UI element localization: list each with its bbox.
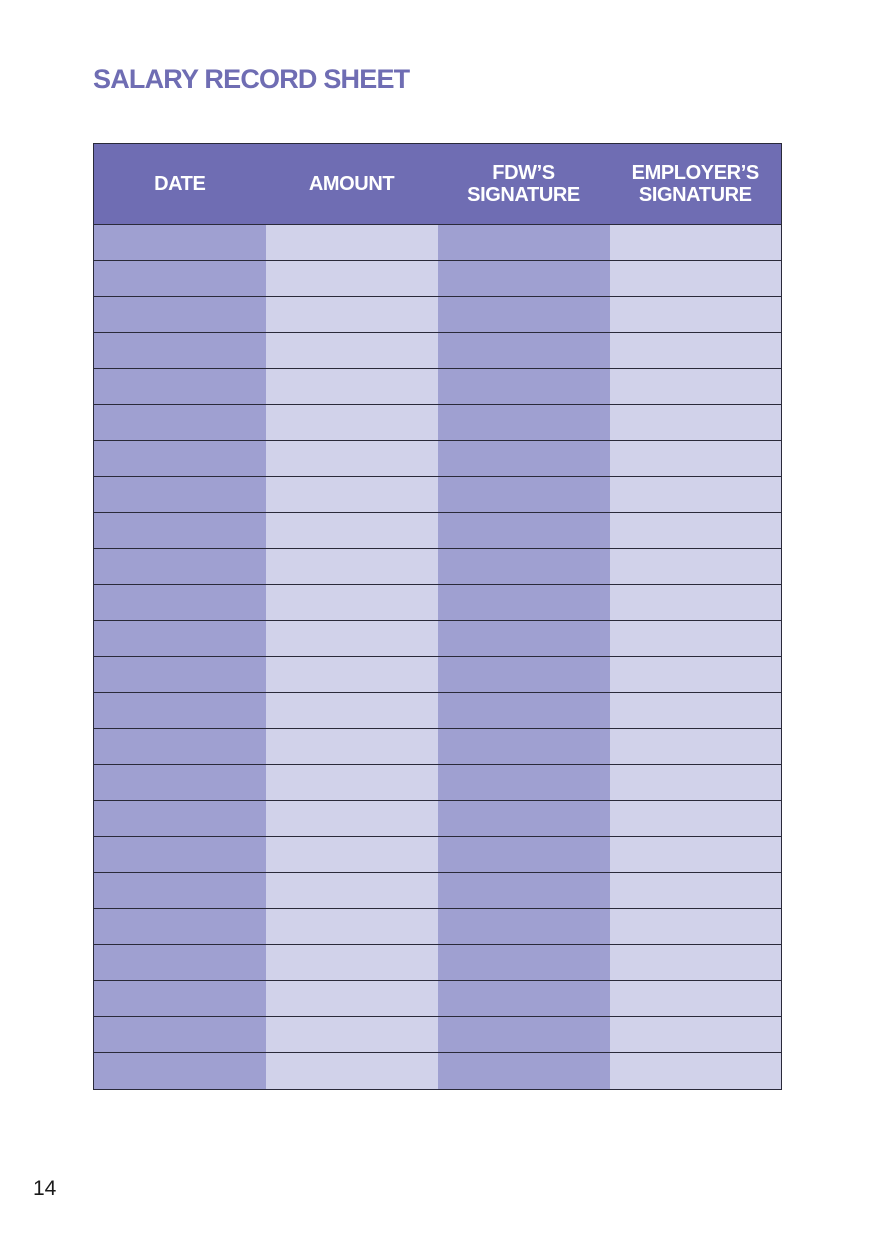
date-cell [94,1053,266,1090]
amount-cell [266,729,438,765]
fdw-signature-cell [438,729,610,765]
employer-signature-cell [610,657,782,693]
employer-signature-cell [610,477,782,513]
table-header-row [94,144,782,225]
employer-signature-cell [610,1053,782,1090]
date-cell [94,981,266,1017]
fdw-signature-cell [438,441,610,477]
column-header-line: SIGNATURE [467,184,580,206]
column-header-fdw-signature [438,144,610,225]
amount-cell [266,513,438,549]
employer-signature-cell [610,261,782,297]
fdw-signature-cell [438,801,610,837]
date-cell [94,945,266,981]
employer-signature-cell [610,405,782,441]
table-row [94,261,782,297]
employer-signature-cell [610,945,782,981]
date-cell [94,1017,266,1053]
date-cell [94,549,266,585]
table-row [94,657,782,693]
amount-cell [266,909,438,945]
amount-cell [266,477,438,513]
table-row [94,801,782,837]
table-row [94,585,782,621]
table-row [94,1017,782,1053]
fdw-signature-cell [438,945,610,981]
amount-cell [266,261,438,297]
fdw-signature-cell [438,333,610,369]
employer-signature-cell [610,621,782,657]
fdw-signature-cell [438,909,610,945]
employer-signature-cell [610,837,782,873]
column-header-date [94,144,266,225]
fdw-signature-cell [438,405,610,441]
employer-signature-cell [610,297,782,333]
date-cell [94,513,266,549]
employer-signature-cell [610,549,782,585]
employer-signature-cell [610,225,782,261]
employer-signature-cell [610,441,782,477]
fdw-signature-cell [438,513,610,549]
employer-signature-cell [610,981,782,1017]
date-cell [94,765,266,801]
amount-cell [266,693,438,729]
amount-cell [266,873,438,909]
table-row [94,1053,782,1090]
table-row [94,729,782,765]
table-row [94,297,782,333]
employer-signature-cell [610,369,782,405]
table-row [94,333,782,369]
employer-signature-cell [610,693,782,729]
column-header-line: SIGNATURE [638,184,752,206]
table-row [94,945,782,981]
amount-cell [266,405,438,441]
date-cell [94,585,266,621]
amount-cell [266,441,438,477]
table-row [94,837,782,873]
employer-signature-cell [610,873,782,909]
date-cell [94,621,266,657]
fdw-signature-cell [438,873,610,909]
column-header-employer-signature [610,144,782,225]
employer-signature-cell [610,729,782,765]
table-row [94,369,782,405]
amount-cell [266,657,438,693]
employer-signature-cell [610,801,782,837]
date-cell [94,441,266,477]
date-cell [94,369,266,405]
date-cell [94,477,266,513]
date-cell [94,693,266,729]
fdw-signature-cell [438,765,610,801]
column-header-amount [266,144,438,225]
table-row [94,477,782,513]
date-cell [94,657,266,693]
date-cell [94,333,266,369]
table-row [94,441,782,477]
table-row [94,549,782,585]
fdw-signature-cell [438,1053,610,1090]
salary-record-table [93,143,782,1090]
table-row [94,621,782,657]
column-header-line: FDW’S [492,162,555,184]
table-row [94,225,782,261]
date-cell [94,873,266,909]
employer-signature-cell [610,585,782,621]
amount-cell [266,1017,438,1053]
fdw-signature-cell [438,477,610,513]
fdw-signature-cell [438,297,610,333]
fdw-signature-cell [438,369,610,405]
table-row [94,693,782,729]
amount-cell [266,765,438,801]
employer-signature-cell [610,765,782,801]
date-cell [94,261,266,297]
amount-cell [266,549,438,585]
date-cell [94,405,266,441]
fdw-signature-cell [438,621,610,657]
amount-cell [266,945,438,981]
date-cell [94,909,266,945]
amount-cell [266,297,438,333]
fdw-signature-cell [438,837,610,873]
date-cell [94,297,266,333]
table-row [94,405,782,441]
fdw-signature-cell [438,981,610,1017]
date-cell [94,225,266,261]
table-row [94,909,782,945]
amount-cell [266,585,438,621]
table-body [94,225,782,1090]
table-row [94,873,782,909]
fdw-signature-cell [438,261,610,297]
employer-signature-cell [610,513,782,549]
fdw-signature-cell [438,225,610,261]
fdw-signature-cell [438,693,610,729]
date-cell [94,729,266,765]
amount-cell [266,333,438,369]
employer-signature-cell [610,1017,782,1053]
amount-cell [266,837,438,873]
amount-cell [266,981,438,1017]
table-row [94,981,782,1017]
page-number: 14 [33,1177,57,1200]
page-title: SALARY RECORD SHEET [93,64,410,94]
column-header-line: AMOUNT [308,173,395,195]
amount-cell [266,225,438,261]
date-cell [94,801,266,837]
column-header-line: DATE [154,173,206,195]
fdw-signature-cell [438,549,610,585]
column-header-line: EMPLOYER’S [631,162,759,184]
fdw-signature-cell [438,657,610,693]
table-row [94,765,782,801]
amount-cell [266,801,438,837]
fdw-signature-cell [438,585,610,621]
amount-cell [266,1053,438,1090]
fdw-signature-cell [438,1017,610,1053]
employer-signature-cell [610,333,782,369]
table-row [94,513,782,549]
employer-signature-cell [610,909,782,945]
amount-cell [266,621,438,657]
date-cell [94,837,266,873]
amount-cell [266,369,438,405]
